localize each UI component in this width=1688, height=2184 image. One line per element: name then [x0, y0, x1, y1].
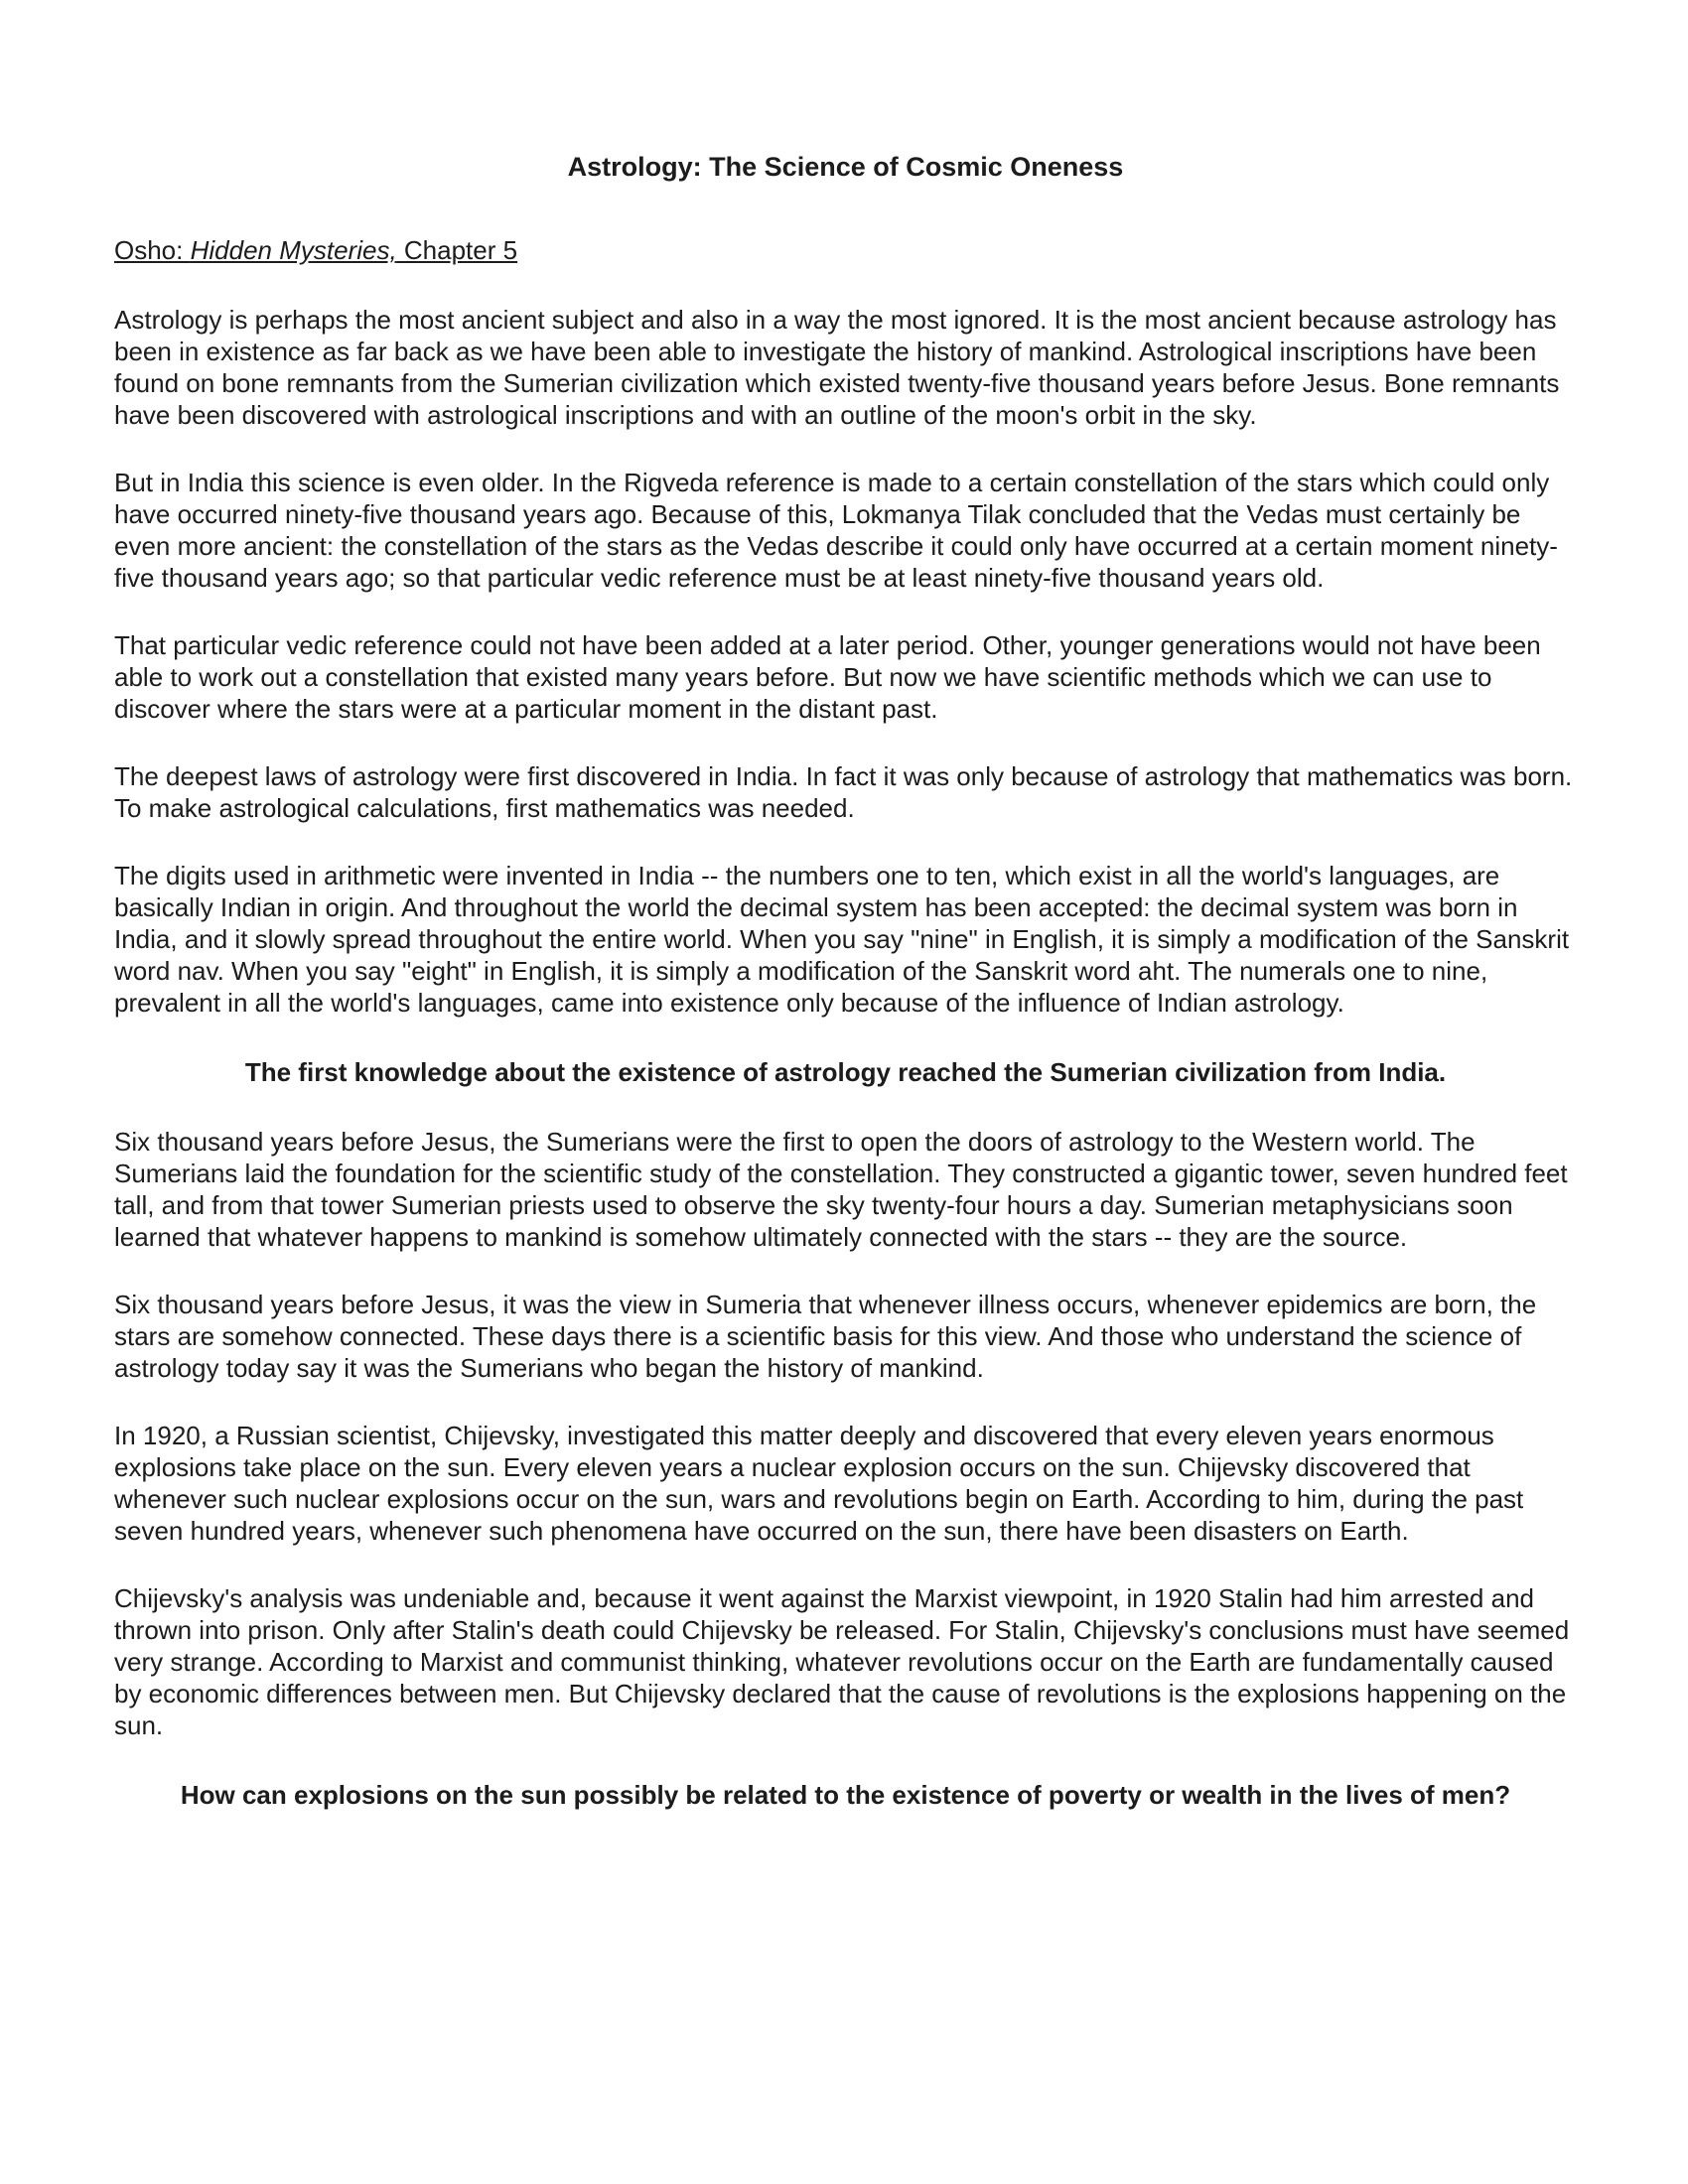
- paragraph-sumerians-tower: Six thousand years before Jesus, the Sumerians were the first to open the doors of astrology to the Western world. The Sumerians laid the foundation for the scientific study of the constellation. They constructed a gigantic tower, seven hundred feet tall, and from that tower Sumerian priests used to observe the sky twenty-four hours a day. Sumerian metaphysicians soon learned that whatever happens to mankind is somehow ultimately connected with the stars -- they are the source.: [114, 1127, 1568, 1252]
- callout-first-knowledge: The first knowledge about the existence of astrology reached the Sumerian civilization from India.: [244, 1057, 1447, 1087]
- paragraph-vedic-reference: That particular vedic reference could not have been added at a later period. Other, younger generations would not have been able to work out a constellation that existed many years before. But now we have scientific methods which we can use to discover where the stars were at a particular moment in the distant past.: [114, 630, 1541, 724]
- paragraph-chijevsky-stalin: Chijevsky's analysis was undeniable and, because it went against the Marxist viewpoint, in 1920 Stalin had him arrested and thrown into prison. Only after Stalin's death could Chijevsky be released. For Stalin, Chijevsky's conclusions must have seemed very strange. According to Marxist and communist thinking, whatever revolutions occur on the Earth are fundamentally caused by economic differences between men. But Chijevsky declared that the cause of revolutions is the explosions happening on the sun.: [114, 1583, 1570, 1740]
- document-subtitle: [114, 234, 1577, 266]
- subtitle-chapter: Chapter 5: [396, 235, 518, 265]
- subtitle-author: Osho:: [114, 235, 191, 265]
- subtitle-book-title: Hidden Mysteries,: [190, 235, 397, 265]
- paragraph-digits-arithmetic: The digits used in arithmetic were invented in India -- the numbers one to ten, which exist in all the world's languages, are basically Indian in origin. And throughout the world the decimal system has been accepted: the decimal system was born in India, and it slowly spread throughout the entire world. When you say "nine" in English, it is simply a modification of the Sanskrit word nav. When you say "eight" in English, it is simply a modification of the Sanskrit word aht. The numerals one to nine, prevalent in all the world's languages, came into existence only because of the influence of Indian astrology.: [114, 861, 1570, 1018]
- callout-explosions-question: How can explosions on the sun possibly be related to the existence of poverty or wealth in the lives of men?: [180, 1780, 1511, 1810]
- paragraph-india-rigveda: But in India this science is even older. In the Rigveda reference is made to a certain constellation of the stars which could only have occurred ninety-five thousand years ago. Because of this, Lokmanya Tilak concluded that the Vedas must certainly be even more ancient: the constellation of the stars as the Vedas describe it could only have occurred at a certain moment ninety-five thousand years ago; so that particular vedic reference must be at least ninety-five thousand years old.: [114, 468, 1558, 593]
- paragraph-deepest-laws: The deepest laws of astrology were first discovered in India. In fact it was only because of astrology that mathematics was born. To make astrological calculations, first mathematics was needed.: [114, 761, 1573, 823]
- paragraph-sumeria-illness: Six thousand years before Jesus, it was the view in Sumeria that whenever illness occurs, whenever epidemics are born, the stars are somehow connected. These days there is a scientific basis for this view. And those who understand the science of astrology today say it was the Sumerians who began the history of mankind.: [114, 1290, 1537, 1383]
- paragraph-chijevsky-explosions: In 1920, a Russian scientist, Chijevsky, investigated this matter deeply and discovered that every eleven years enormous explosions take place on the sun. Every eleven years a nuclear explosion occurs on the sun. Chijevsky discovered that whenever such nuclear explosions occur on the sun, wars and revolutions begin on Earth. According to him, during the past seven hundred years, whenever such phenomena have occurred on the sun, there have been disasters on Earth.: [114, 1421, 1524, 1546]
- document-title: Astrology: The Science of Cosmic Oneness: [567, 152, 1124, 182]
- paragraph-astrology-ancient: Astrology is perhaps the most ancient subject and also in a way the most ignored. It is the most ancient because astrology has been in existence as far back as we have been able to investigate the history of mankind. Astrological inscriptions have been found on bone remnants from the Sumerian civilization which existed twenty-five thousand years before Jesus. Bone remnants have been discovered with astrological inscriptions and with an outline of the moon's orbit in the sky.: [114, 305, 1560, 430]
